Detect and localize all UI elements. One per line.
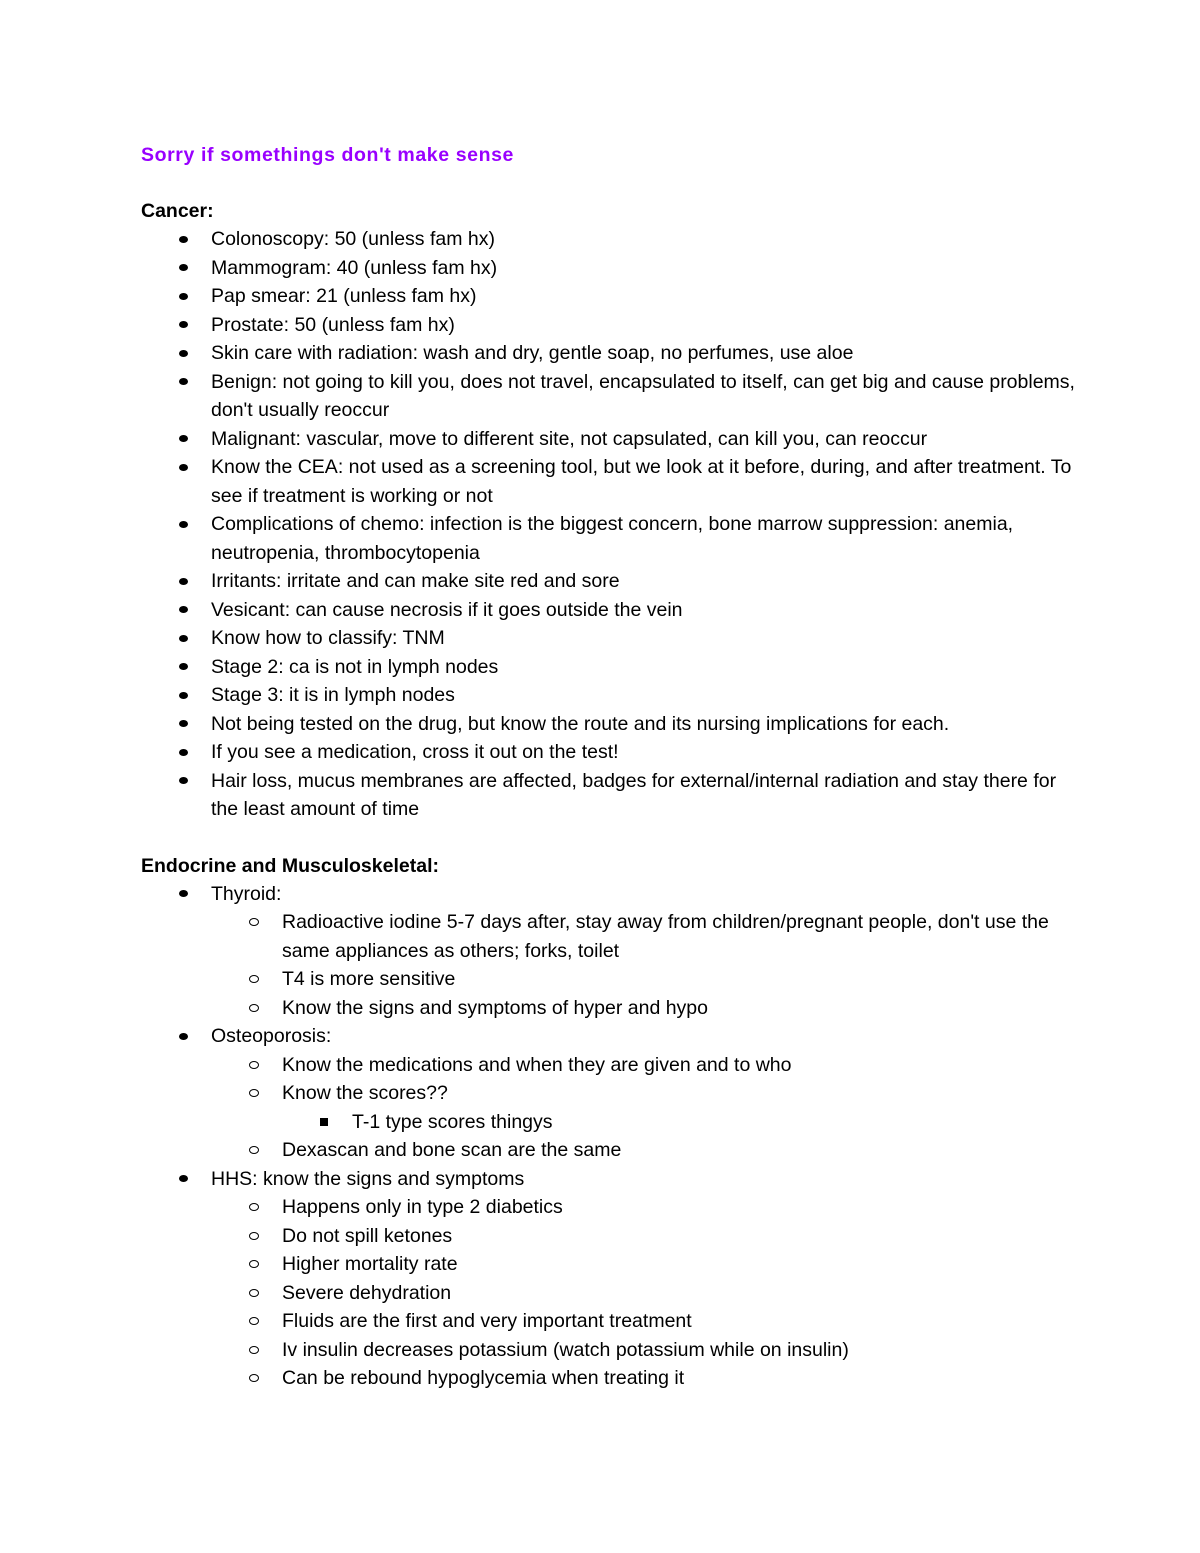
bullet-icon	[176, 225, 190, 254]
bullet-icon	[176, 653, 190, 682]
list-item: Stage 2: ca is not in lymph nodes	[141, 653, 1081, 682]
bullet-icon	[176, 681, 190, 710]
circle-bullet-icon	[247, 1193, 261, 1222]
bullet-icon	[176, 767, 190, 796]
list-item: Not being tested on the drug, but know the route and its nursing implications for each.	[141, 710, 1081, 739]
list-item: Skin care with radiation: wash and dry, gentle soap, no perfumes, use aloe	[141, 339, 1081, 368]
list-item: T-1 type scores thingys	[141, 1108, 1081, 1137]
list-item: Know the CEA: not used as a screening tool, but we look at it before, during, and after treatment. To see if treatment is working or not	[141, 453, 1081, 510]
list-item: Mammogram: 40 (unless fam hx)	[141, 254, 1081, 283]
list-item: Happens only in type 2 diabetics	[141, 1193, 1081, 1222]
scores-sublist	[141, 1108, 1081, 1137]
list-item: Severe dehydration	[141, 1279, 1081, 1308]
cancer-list	[141, 225, 1081, 824]
list-item: Malignant: vascular, move to different site, not capsulated, can kill you, can reoccur	[141, 425, 1081, 454]
list-item: Colonoscopy: 50 (unless fam hx)	[141, 225, 1081, 254]
list-item-thyroid: Thyroid:	[141, 880, 1081, 909]
bullet-icon	[176, 624, 190, 653]
apology-note: Sorry if somethings don't make sense	[141, 144, 514, 166]
bullet-icon	[176, 425, 190, 454]
list-item: T4 is more sensitive	[141, 965, 1081, 994]
list-item: Can be rebound hypoglycemia when treating it	[141, 1364, 1081, 1393]
circle-bullet-icon	[247, 994, 261, 1023]
bullet-icon	[176, 311, 190, 340]
list-item-hhs: HHS: know the signs and symptoms	[141, 1165, 1081, 1194]
circle-bullet-icon	[247, 1250, 261, 1279]
list-item: Fluids are the first and very important treatment	[141, 1307, 1081, 1336]
list-item: Complications of chemo: infection is the biggest concern, bone marrow suppression: anemia, neutropenia, thrombocytopenia	[141, 510, 1081, 567]
list-item: Pap smear: 21 (unless fam hx)	[141, 282, 1081, 311]
circle-bullet-icon	[247, 1336, 261, 1365]
circle-bullet-icon	[247, 1051, 261, 1080]
list-item: Hair loss, mucus membranes are affected, badges for external/internal radiation and stay there for the least amount of time	[141, 767, 1081, 824]
list-item: Higher mortality rate	[141, 1250, 1081, 1279]
osteoporosis-sublist-cont	[141, 1136, 1081, 1165]
circle-bullet-icon	[247, 1364, 261, 1393]
bullet-icon	[176, 282, 190, 311]
circle-bullet-icon	[247, 908, 261, 937]
list-item: Know the medications and when they are given and to who	[141, 1051, 1081, 1080]
bullet-icon	[176, 738, 190, 767]
list-item: Irritants: irritate and can make site red and sore	[141, 567, 1081, 596]
bullet-icon	[176, 567, 190, 596]
bullet-icon	[176, 510, 190, 539]
section-heading-cancer: Cancer:	[141, 200, 214, 222]
list-item: If you see a medication, cross it out on the test!	[141, 738, 1081, 767]
thyroid-sublist	[141, 908, 1081, 1022]
list-item: Know the scores??	[141, 1079, 1081, 1108]
bullet-icon	[176, 339, 190, 368]
bullet-icon	[176, 368, 190, 397]
bullet-icon	[176, 453, 190, 482]
circle-bullet-icon	[247, 1136, 261, 1165]
list-item: Benign: not going to kill you, does not travel, encapsulated to itself, can get big and cause problems, don't usually reoccur	[141, 368, 1081, 425]
square-bullet-icon	[317, 1108, 331, 1137]
bullet-icon	[176, 710, 190, 739]
osteoporosis-sublist	[141, 1051, 1081, 1108]
list-item: Do not spill ketones	[141, 1222, 1081, 1251]
bullet-icon	[176, 1022, 190, 1051]
bullet-icon	[176, 596, 190, 625]
list-item: Vesicant: can cause necrosis if it goes outside the vein	[141, 596, 1081, 625]
endocrine-list	[141, 880, 1081, 909]
circle-bullet-icon	[247, 1307, 261, 1336]
bullet-icon	[176, 880, 190, 909]
section-heading-endocrine: Endocrine and Musculoskeletal:	[141, 854, 439, 877]
bullet-icon	[176, 1165, 190, 1194]
circle-bullet-icon	[247, 1079, 261, 1108]
list-item: Dexascan and bone scan are the same	[141, 1136, 1081, 1165]
list-item: Prostate: 50 (unless fam hx)	[141, 311, 1081, 340]
endocrine-list-cont	[141, 1022, 1081, 1051]
circle-bullet-icon	[247, 1279, 261, 1308]
endocrine-list-cont2	[141, 1165, 1081, 1194]
circle-bullet-icon	[247, 1222, 261, 1251]
hhs-sublist	[141, 1193, 1081, 1393]
list-item: Know how to classify: TNM	[141, 624, 1081, 653]
list-item-osteoporosis: Osteoporosis:	[141, 1022, 1081, 1051]
list-item: Radioactive iodine 5-7 days after, stay away from children/pregnant people, don't use the same appliances as others; forks, toilet	[141, 908, 1081, 965]
list-item: Stage 3: it is in lymph nodes	[141, 681, 1081, 710]
list-item: Iv insulin decreases potassium (watch potassium while on insulin)	[141, 1336, 1081, 1365]
list-item: Know the signs and symptoms of hyper and hypo	[141, 994, 1081, 1023]
circle-bullet-icon	[247, 965, 261, 994]
document-page	[141, 141, 1081, 1393]
bullet-icon	[176, 254, 190, 283]
